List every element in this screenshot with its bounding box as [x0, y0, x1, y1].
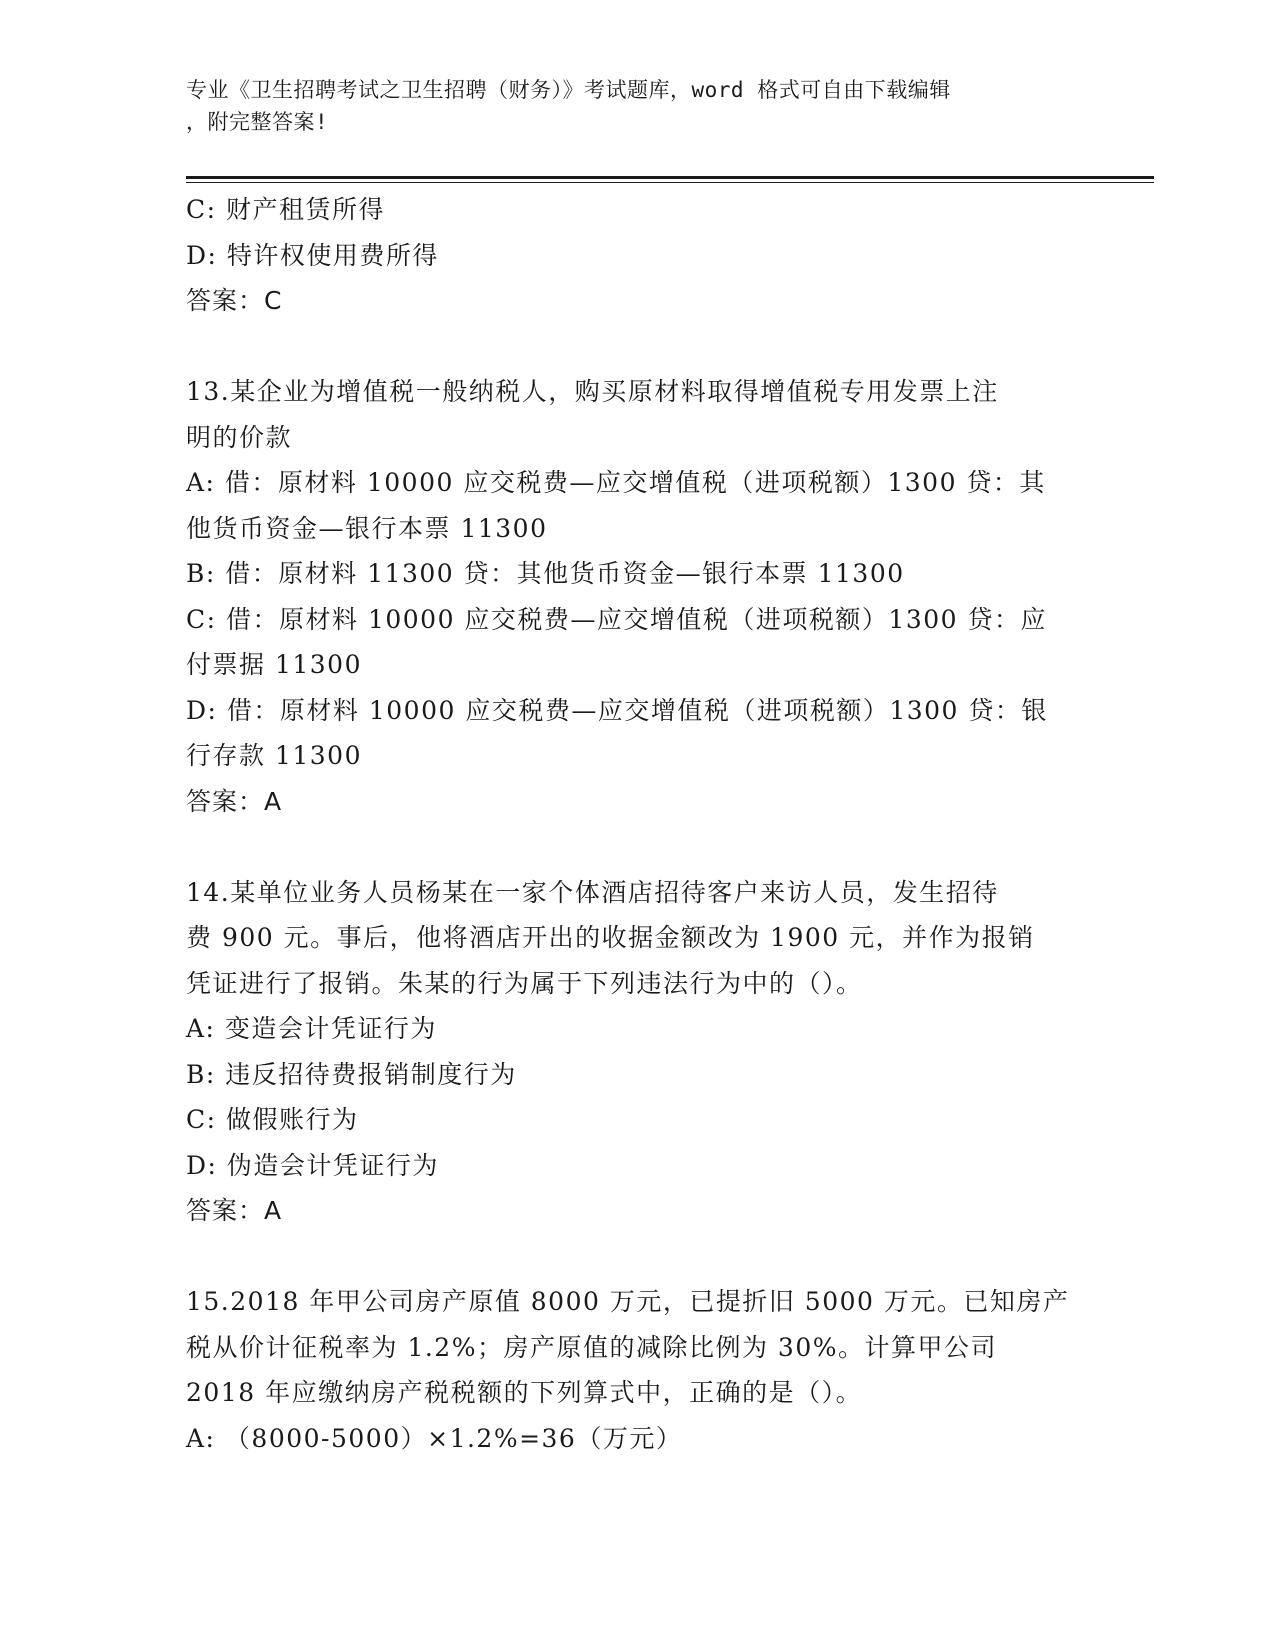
q14-option-b: B: 违反招待费报销制度行为: [186, 1059, 517, 1089]
question-spacer: [186, 824, 1086, 870]
q14-answer: 答案：A: [186, 1196, 283, 1225]
q15-stem-line-3: 2018 年应缴纳房产税税额的下列算式中，正确的是（）。: [186, 1378, 863, 1407]
q14-stem-line-2: 费 900 元。事后，他将酒店开出的收据金额改为 1900 元，并作为报销: [186, 923, 1035, 952]
q13-option-a-line-2: 他货币资金—银行本票 11300: [186, 513, 548, 543]
question-spacer: [186, 1234, 1086, 1280]
q15-option-a: A: （8000-5000）×1.2%=36（万元）: [186, 1423, 683, 1453]
question-spacer: [186, 324, 1086, 370]
header-divider-thick: [186, 176, 1154, 179]
q13-stem-line-2: 明的价款: [186, 422, 293, 452]
page-header: [186, 74, 1086, 138]
question-content: [186, 187, 1086, 1461]
q12-option-c: C: 财产租赁所得: [186, 195, 385, 224]
header-title-line-1: 专业《卫生招聘考试之卫生招聘（财务）》考试题库，word 格式可自由下载编辑: [186, 78, 951, 102]
header-title-line-2: ，附完整答案!: [186, 110, 329, 134]
q12-option-d: D: 特许权使用费所得: [186, 240, 439, 270]
q14-stem-line-3: 凭证进行了报销。朱某的行为属于下列违法行为中的（）。: [186, 968, 863, 998]
q13-option-c-line-1: C: 借：原材料 10000 应交税费—应交增值税（进项税额）1300 贷：应: [186, 604, 1047, 634]
q13-option-c-line-2: 付票据 11300: [186, 650, 362, 679]
q12-answer: 答案：C: [186, 286, 283, 315]
q13-stem-line-1: 13.某企业为增值税一般纳税人，购买原材料取得增值税专用发票上注: [186, 377, 999, 406]
q13-option-a-line-1: A: 借：原材料 10000 应交税费—应交增值税（进项税额）1300 贷：其: [186, 468, 1046, 497]
q14-option-a: A: 变造会计凭证行为: [186, 1014, 437, 1043]
q13-answer: 答案：A: [186, 786, 283, 816]
q15-stem-line-2: 税从价计征税率为 1.2%；房产原值的减除比例为 30%。计算甲公司: [186, 1332, 997, 1362]
header-divider-thin: [186, 182, 1154, 183]
q13-option-d-line-1: D: 借：原材料 10000 应交税费—应交增值税（进项税额）1300 贷：银: [186, 695, 1048, 725]
q13-option-d-line-2: 行存款 11300: [186, 741, 362, 770]
q14-option-d: D: 伪造会计凭证行为: [186, 1150, 439, 1180]
q14-option-c: C: 做假账行为: [186, 1105, 359, 1134]
q15-stem-line-1: 15.2018 年甲公司房产原值 8000 万元，已提折旧 5000 万元。已知房产: [186, 1287, 1070, 1316]
q13-option-b: B: 借：原材料 11300 贷：其他货币资金—银行本票 11300: [186, 559, 905, 588]
q14-stem-line-1: 14.某单位业务人员杨某在一家个体酒店招待客户来访人员，发生招待: [186, 877, 999, 907]
